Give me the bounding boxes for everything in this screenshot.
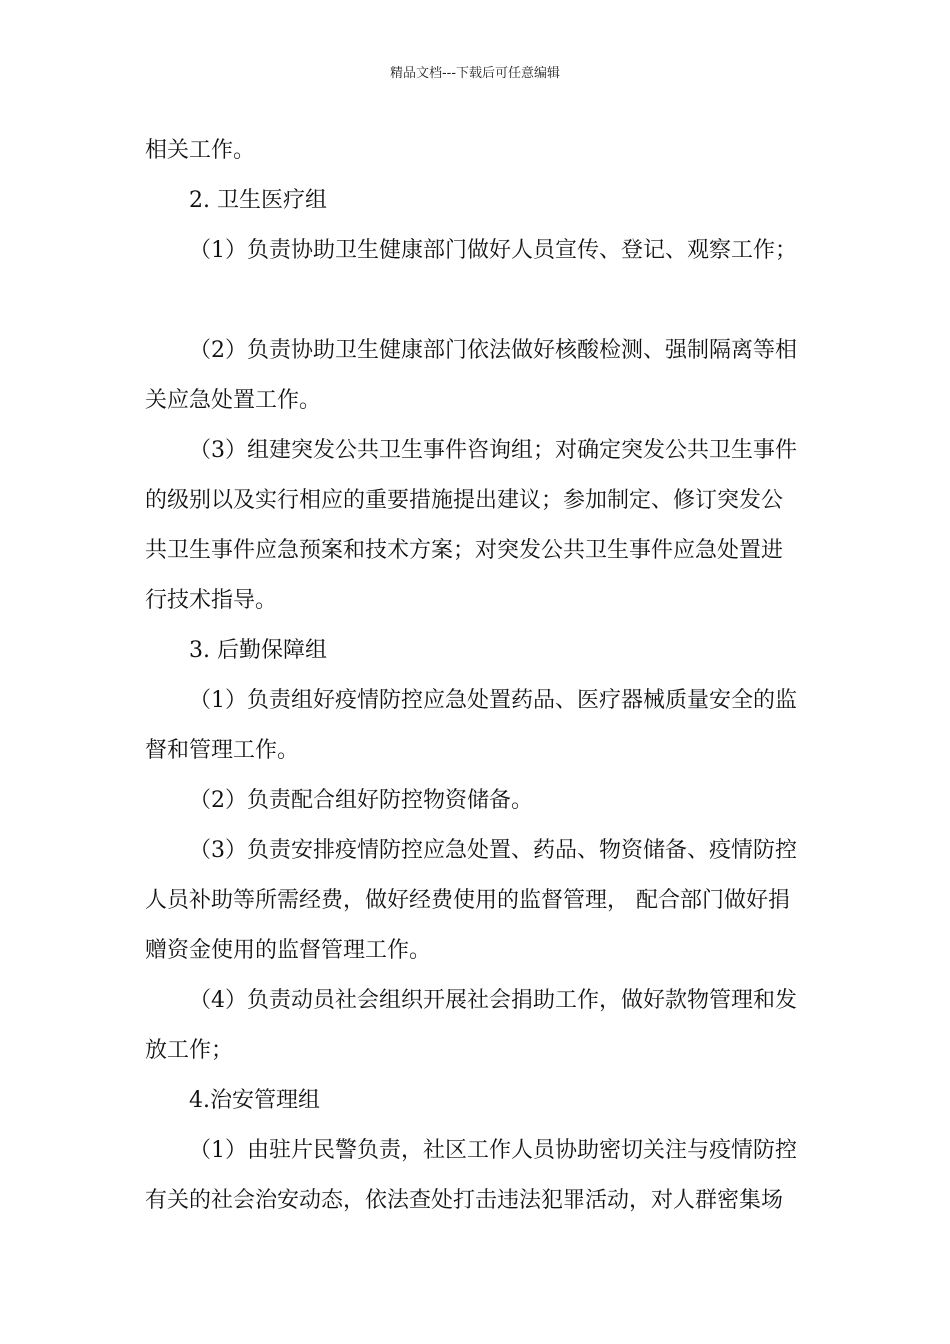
- text-line: 共卫生事件应急预案和技术方案；对突发公共卫生事件应急处置进: [145, 538, 784, 563]
- blank-gap: [145, 276, 807, 326]
- text-line: 行技术指导。: [145, 588, 278, 613]
- text-line: 放工作；: [145, 1038, 234, 1063]
- text-line: 有关的社会治安动态，依法查处打击违法犯罪活动，对人群密集场: [145, 1188, 784, 1213]
- paragraph-line: （1）负责协助卫生健康部门做好人员宣传、登记、观察工作；: [189, 238, 797, 263]
- text-line: 人员补助等所需经费，做好经费使用的监督管理， 配合部门做好捐: [145, 888, 790, 913]
- section-heading: 3. 后勤保障组: [189, 638, 327, 663]
- paragraph-line: （4）负责动员社会组织开展社会捐助工作，做好款物管理和发: [189, 988, 797, 1013]
- paragraph-line: （1）由驻片民警负责，社区工作人员协助密切关注与疫情防控: [189, 1138, 797, 1163]
- page-header: 精品文档---下载后可任意编辑: [389, 66, 561, 81]
- text-line: 相关工作。: [145, 138, 256, 163]
- paragraph-line: （3）负责安排疫情防控应急处置、药品、物资储备、疫情防控: [189, 838, 797, 863]
- text-line: 的级别以及实行相应的重要措施提出建议；参加制定、修订突发公: [145, 488, 784, 513]
- section-heading: 2. 卫生医疗组: [189, 188, 327, 213]
- text-line: 督和管理工作。: [145, 738, 300, 763]
- section-heading: 4.治安管理组: [189, 1088, 320, 1113]
- paragraph-line: （2）负责配合组好防控物资储备。: [189, 788, 533, 813]
- paragraph-line: （3）组建突发公共卫生事件咨询组；对确定突发公共卫生事件: [189, 438, 797, 463]
- paragraph-line: （2）负责协助卫生健康部门依法做好核酸检测、强制隔离等相: [189, 338, 797, 363]
- paragraph-line: （1）负责组好疫情防控应急处置药品、医疗器械质量安全的监: [189, 688, 797, 713]
- document-body: [145, 126, 807, 1226]
- text-line: 赠资金使用的监督管理工作。: [145, 938, 432, 963]
- text-line: 关应急处置工作。: [145, 388, 322, 413]
